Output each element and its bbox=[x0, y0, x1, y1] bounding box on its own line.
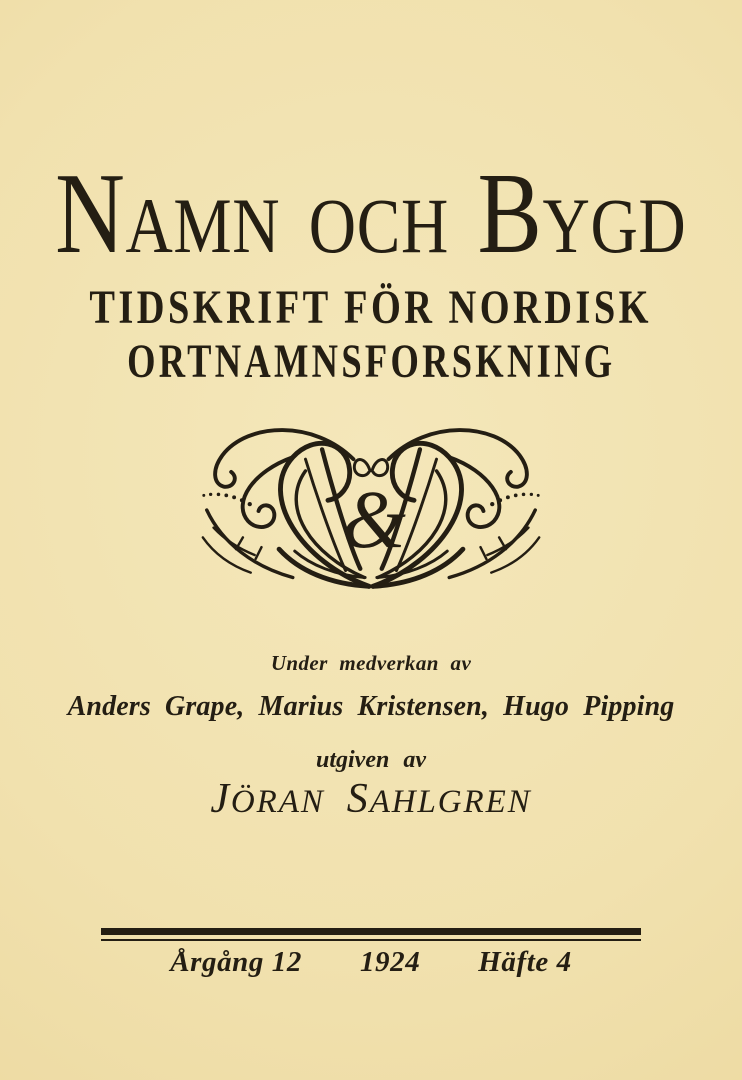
title-rest-amn: AMN bbox=[125, 182, 281, 269]
journal-title bbox=[0, 150, 742, 277]
editor-rest-ahlgren: AHLGREN bbox=[369, 784, 532, 820]
editor-name bbox=[0, 778, 742, 820]
title-initial-n: N bbox=[55, 150, 126, 277]
utgiven-av-line: utgiven av bbox=[316, 747, 426, 773]
subtitle-line-1: TIDSKRIFT FÖR NORDISK bbox=[89, 281, 653, 334]
subtitle-line-2: ORTNAMNSFORSKNING bbox=[126, 335, 616, 388]
editor-initial-s: S bbox=[346, 776, 370, 822]
title-rest-ygd: YGD bbox=[542, 182, 687, 269]
monogram-svg bbox=[195, 418, 547, 604]
year-label: 1924 bbox=[359, 946, 421, 978]
divider-rule-thin bbox=[101, 939, 641, 941]
title-och: OCH bbox=[309, 182, 450, 269]
contributors-line: Anders Grape, Marius Kristensen, Hugo Pipping bbox=[67, 691, 675, 722]
editor-rest-oran: ÖRAN bbox=[230, 784, 325, 820]
monogram-ampersand: & bbox=[341, 474, 406, 566]
title-initial-b: B bbox=[477, 150, 543, 277]
divider-rule-thick bbox=[101, 928, 641, 935]
issue-number-label: Häfte 4 bbox=[478, 946, 572, 978]
issue-info-row bbox=[0, 946, 742, 979]
under-medverkan-line: Under medverkan av bbox=[270, 651, 472, 675]
publisher-monogram-ornament bbox=[0, 418, 742, 604]
volume-label: Årgång 12 bbox=[170, 946, 302, 978]
editor-initial-j: J bbox=[210, 776, 231, 822]
